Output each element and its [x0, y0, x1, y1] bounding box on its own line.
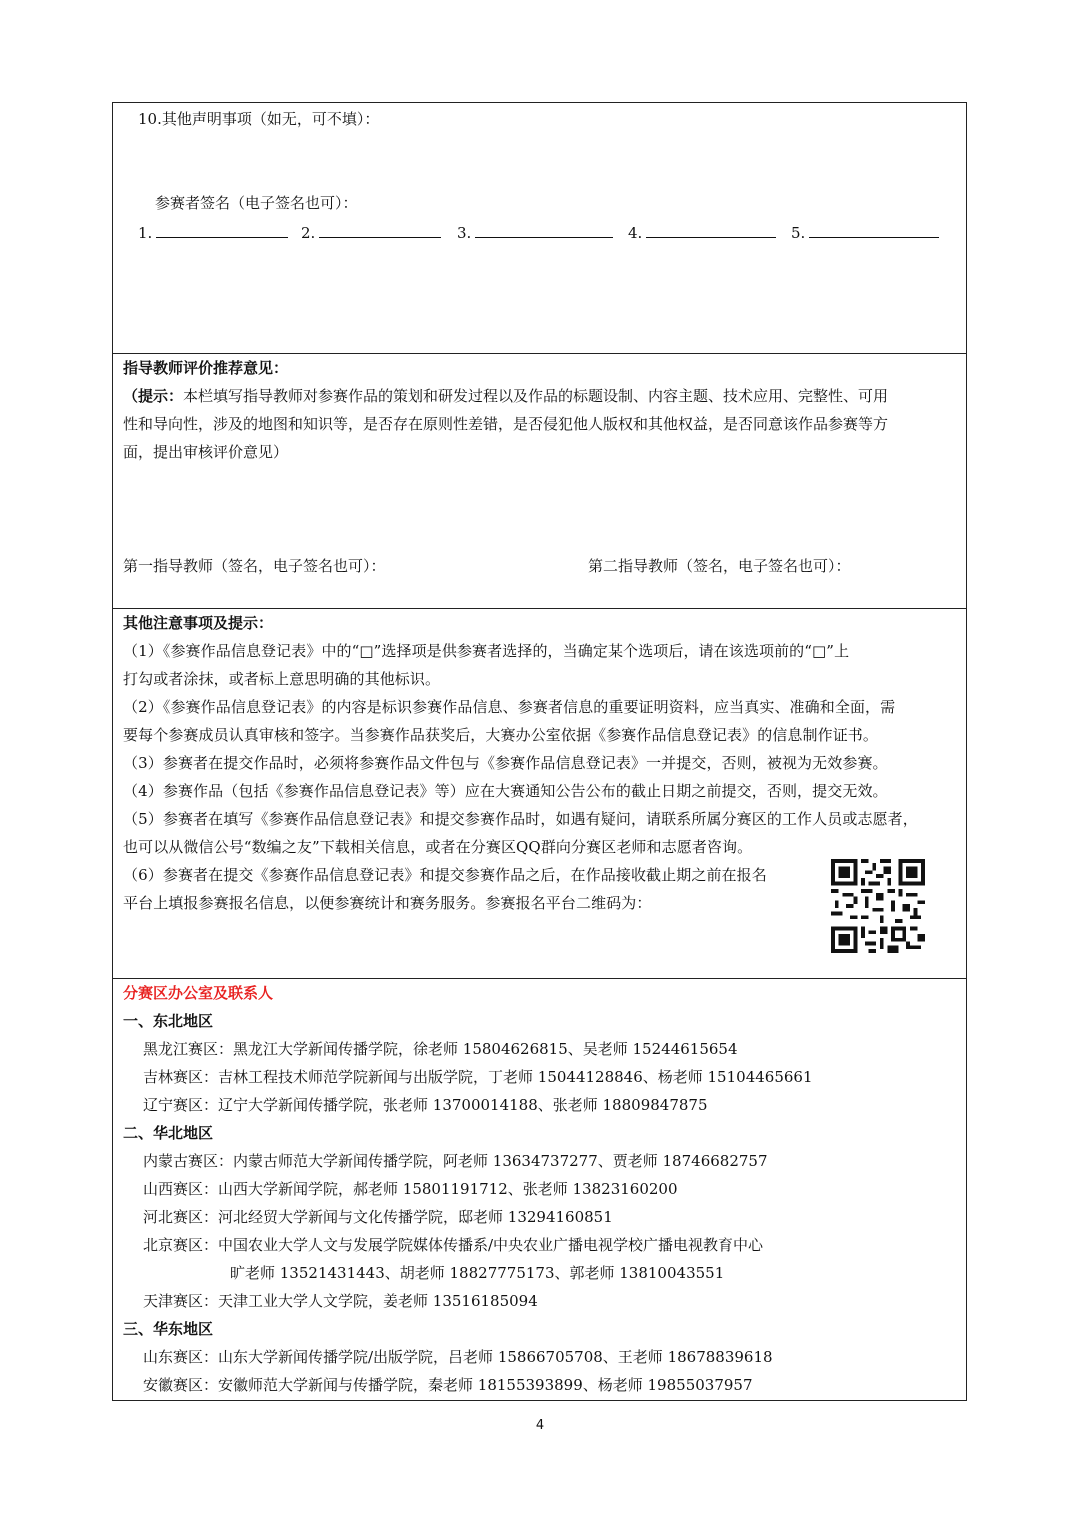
signature-prompt: 参赛者签名（电子签名也可）：: [155, 194, 358, 212]
page-number: 4: [535, 1418, 545, 1433]
first-teacher-signature[interactable]: 第一指导教师（签名，电子签名也可）：: [123, 557, 386, 575]
contact-entry: 辽宁赛区：辽宁大学新闻传播学院，张老师 13700014188、张老师 18809847875: [143, 1096, 708, 1114]
note-line: （6）参赛者在提交《参赛作品信息登记表》和提交参赛作品之后，在作品接收截止期之前在报名: [123, 866, 767, 884]
note-line: 要每个参赛成员认真审核和签字。当参赛作品获奖后，大赛办公室依据《参赛作品信息登记表》的信息制作证书。: [123, 726, 879, 744]
signature-line: [646, 223, 776, 238]
teacher-opinion-hint: （提示：本栏填写指导教师对参赛作品的策划和研发过程以及作品的标题设制、内容主题、技术应用、完整性、可用 性和导向性，涉及的地图和知识等，是否存在原则性差错，是否侵犯他人版权和其他权益，是否同意该作品参赛等方 面，提出审核评价意见）: [123, 387, 889, 461]
note-line: （5）参赛者在填写《参赛作品信息登记表》和提交参赛作品时，如遇有疑问，请联系所属分赛区的工作人员或志愿者，: [123, 810, 918, 828]
signature-slot-4[interactable]: 4.: [628, 223, 776, 243]
contact-entry: 安徽赛区：安徽师范大学新闻与传播学院，秦老师 18155393899、杨老师 19855037957: [143, 1376, 753, 1394]
teacher-opinion-section: [113, 354, 966, 609]
contact-entry: 河北赛区：河北经贸大学新闻与文化传播学院，邸老师 13294160851: [143, 1208, 613, 1226]
second-teacher-signature[interactable]: 第二指导教师（签名，电子签名也可）：: [588, 557, 851, 575]
note-line: （3）参赛者在提交作品时，必须将参赛作品文件包与《参赛作品信息登记表》一并提交，否则，被视为无效参赛。: [123, 754, 888, 772]
contact-entry: 山西赛区：山西大学新闻学院，郝老师 15801191712、张老师 13823160200: [143, 1180, 678, 1198]
note-line: （1）《参赛作品信息登记表》中的“□”选择项是供参赛者选择的，当确定某个选项后，请在该选项前的“□”上: [123, 642, 850, 660]
hint-label: （提示：: [123, 387, 184, 405]
note-line: 平台上填报参赛报名信息，以便参赛统计和赛务服务。参赛报名平台二维码为：: [123, 894, 652, 912]
region-heading: 二、华北地区: [123, 1124, 214, 1142]
registration-form-table: [112, 102, 967, 1401]
signature-slot-1[interactable]: 1.: [138, 223, 288, 243]
note-line: （4）参赛作品（包括《参赛作品信息登记表》等）应在大赛通知公告公布的截止日期之前提交，否则，提交无效。: [123, 782, 888, 800]
signature-line: [319, 223, 441, 238]
contact-entry: 旷老师 13521431443、胡老师 18827775173、郭老师 13810043551: [230, 1264, 725, 1282]
regional-contacts-section: [113, 979, 966, 1400]
note-line: 也可以从微信公号“数编之友”下载相关信息，或者在分赛区QQ群向分赛区老师和志愿者咨询。: [123, 838, 753, 856]
statement-title: 10.其他声明事项（如无，可不填）：: [138, 110, 380, 128]
signature-line: [475, 223, 613, 238]
regional-contacts-title: 分赛区办公室及联系人: [123, 984, 274, 1002]
note-line: 打勾或者涂抹，或者标上意思明确的其他标识。: [123, 670, 441, 688]
region-heading: 三、华东地区: [123, 1320, 214, 1338]
registration-qr-code[interactable]: [831, 859, 925, 953]
region-heading: 一、东北地区: [123, 1012, 214, 1030]
contact-entry: 北京赛区：中国农业大学人文与发展学院媒体传播系/中央农业广播电视学校广播电视教育中心: [143, 1236, 764, 1254]
contact-entry: 吉林赛区：吉林工程技术师范学院新闻与出版学院，丁老师 15044128846、杨老师 15104465661: [143, 1068, 813, 1086]
signature-slot-2[interactable]: 2.: [301, 223, 441, 243]
signature-slot-3[interactable]: 3.: [457, 223, 613, 243]
contact-entry: 黑龙江赛区：黑龙江大学新闻传播学院，徐老师 15804626815、吴老师 15244615654: [143, 1040, 738, 1058]
notes-section: [113, 609, 966, 979]
contact-entry: 山东赛区：山东大学新闻传播学院/出版学院，吕老师 15866705708、王老师 18678839618: [143, 1348, 773, 1366]
signature-slot-5[interactable]: 5.: [791, 223, 939, 243]
signature-line: [809, 223, 939, 238]
teacher-opinion-title: 指导教师评价推荐意见：: [123, 359, 289, 377]
note-line: （2）《参赛作品信息登记表》的内容是标识参赛作品信息、参赛者信息的重要证明资料，应当真实、准确和全面，需: [123, 698, 896, 716]
signature-line: [156, 223, 288, 238]
contact-entry: 内蒙古赛区：内蒙古师范大学新闻传播学院，阿老师 13634737277、贾老师 18746682757: [143, 1152, 768, 1170]
statement-section: [113, 103, 966, 354]
notes-title: 其他注意事项及提示：: [123, 614, 274, 632]
contact-entry: 天津赛区：天津工业大学人文学院，姜老师 13516185094: [143, 1292, 538, 1310]
